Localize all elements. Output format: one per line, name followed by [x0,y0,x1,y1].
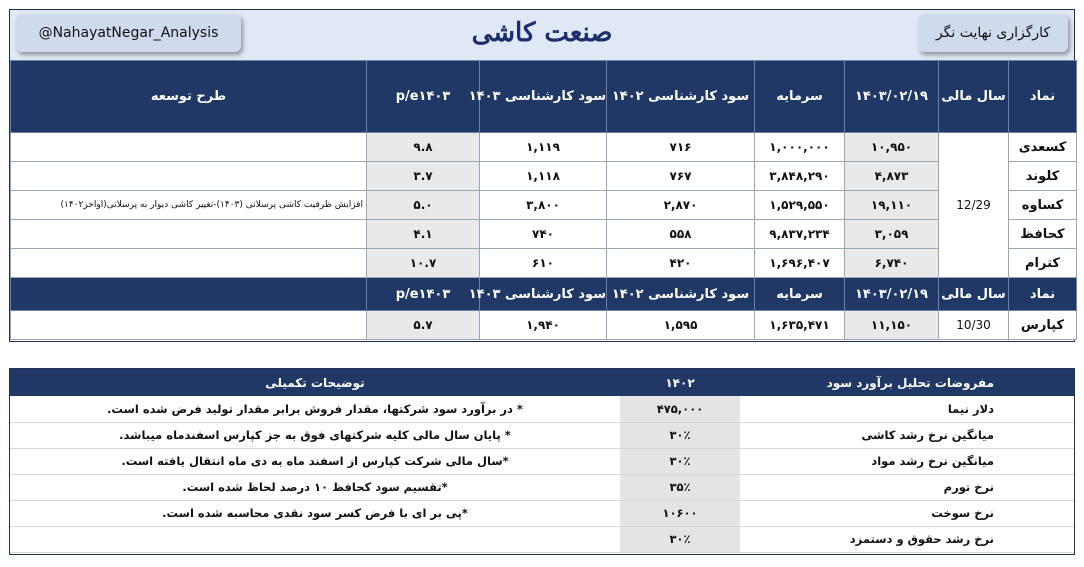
assumption-label: نرخ تورم [740,474,1074,500]
assumption-value: ۳۰٪ [620,526,740,552]
col-plan: طرح توسعه [11,61,367,133]
col-fiscal-year: سال مالی [939,278,1009,311]
companies-table [10,60,1077,340]
symbol-cell: کترام [1009,249,1077,278]
col-price-date: ۱۴۰۳/۰۲/۱۹ [845,61,939,133]
pe-cell: ۳.۷ [367,162,480,191]
table-row [11,249,1077,278]
col-fiscal-year: سال مالی [939,61,1009,133]
price-cell: ۳,۰۵۹ [845,220,939,249]
profit-1402-cell: ۴۲۰ [607,249,755,278]
symbol-cell: کلوند [1009,162,1077,191]
plan-cell [11,249,367,278]
assumption-value: ۴۷۵,۰۰۰ [620,396,740,422]
assumptions-header-row [10,369,1074,396]
col-symbol: نماد [1009,61,1077,133]
assumption-value: ۳۵٪ [620,474,740,500]
col-symbol: نماد [1009,278,1077,311]
col-price-date: ۱۴۰۳/۰۲/۱۹ [845,278,939,311]
pe-cell: ۱۰.۷ [367,249,480,278]
plan-cell: افزایش ظرفیت کاشی پرسلانی (۱۴۰۳)-تغییر کاشی دیوار به پرسلانی(اواخر۱۴۰۲) [11,191,367,220]
col-profit-1403: سود کارشناسی ۱۴۰۳ [480,278,607,311]
col-plan-empty [11,278,367,311]
table-header-row [11,61,1077,133]
profit-1403-cell: ۳,۸۰۰ [480,191,607,220]
profit-1403-cell: ۱,۱۱۹ [480,133,607,162]
assumptions-panel [9,368,1075,555]
profit-1403-cell: ۶۱۰ [480,249,607,278]
assumption-value: ۱۰۶۰۰ [620,500,740,526]
price-cell: ۶,۷۴۰ [845,249,939,278]
handle-badge: @NahayatNegar_Analysis [16,14,241,52]
plan-cell [11,133,367,162]
capital-cell: ۹,۸۳۷,۲۳۴ [755,220,845,249]
assumption-row [10,396,1074,422]
assumption-label: میانگین نرخ رشد کاشی [740,422,1074,448]
symbol-cell: کپارس [1009,311,1077,340]
plan-cell [11,162,367,191]
capital-cell: ۱,۵۲۹,۵۵۰ [755,191,845,220]
col-profit-1403: سود کارشناسی ۱۴۰۳ [480,61,607,133]
profit-1402-cell: ۷۶۷ [607,162,755,191]
assumption-value: ۳۰٪ [620,422,740,448]
profit-1402-cell: ۷۱۶ [607,133,755,162]
profit-1403-cell: ۱,۱۱۸ [480,162,607,191]
broker-badge: کارگزاری نهایت نگر [918,14,1068,52]
table-row [11,311,1077,340]
assumption-note [10,526,620,552]
price-cell: ۱۰,۹۵۰ [845,133,939,162]
assumption-label: دلار نیما [740,396,1074,422]
col-year: ۱۴۰۲ [620,369,740,396]
pe-cell: ۵.۰ [367,191,480,220]
assumption-row [10,448,1074,474]
assumption-row [10,526,1074,552]
assumption-note: * در برآورد سود شرکتها، مقدار فروش برابر مقدار تولید فرض شده است. [10,396,620,422]
page-title: صنعت کاشی [471,18,613,48]
assumption-note: *سال مالی شرکت کپارس از اسفند ماه به دی ماه انتقال یافته است. [10,448,620,474]
plan-cell [11,220,367,249]
price-cell: ۱۱,۱۵۰ [845,311,939,340]
table-row [11,162,1077,191]
capital-cell: ۱,۶۹۶,۴۰۷ [755,249,845,278]
assumption-value: ۳۰٪ [620,448,740,474]
capital-cell: ۱,۰۰۰,۰۰۰ [755,133,845,162]
col-pe: p/e۱۴۰۳ [367,61,480,133]
profit-1403-cell: ۷۴۰ [480,220,607,249]
col-assumption: مفروضات تحلیل برآورد سود [740,369,1074,396]
pe-cell: ۵.۷ [367,311,480,340]
assumption-label: نرخ رشد حقوق و دستمزد [740,526,1074,552]
assumption-row [10,500,1074,526]
price-cell: ۴,۸۷۳ [845,162,939,191]
profit-1403-cell: ۱,۹۴۰ [480,311,607,340]
industry-panel [9,9,1075,342]
table-row [11,220,1077,249]
col-pe: p/e۱۴۰۳ [367,278,480,311]
assumption-note: *تقسیم سود کحافظ ۱۰ درصد لحاظ شده است. [10,474,620,500]
fiscal-year-cell: 10/30 [939,311,1009,340]
capital-cell: ۳,۸۴۸,۲۹۰ [755,162,845,191]
assumption-note: *پی بر ای با فرض کسر سود نقدی محاسبه شده است. [10,500,620,526]
assumption-row [10,422,1074,448]
title-bar [10,10,1074,60]
col-profit-1402: سود کارشناسی ۱۴۰۲ [607,61,755,133]
profit-1402-cell: ۱,۵۹۵ [607,311,755,340]
symbol-cell: کساوه [1009,191,1077,220]
table-row [11,191,1077,220]
second-header-row [11,278,1077,311]
assumption-label: نرخ سوخت [740,500,1074,526]
profit-1402-cell: ۵۵۸ [607,220,755,249]
plan-cell [11,311,367,340]
price-cell: ۱۹,۱۱۰ [845,191,939,220]
pe-cell: ۹.۸ [367,133,480,162]
col-capital: سرمایه [755,61,845,133]
assumption-label: میانگین نرخ رشد مواد [740,448,1074,474]
assumptions-table [10,369,1074,553]
col-capital: سرمایه [755,278,845,311]
table-row [11,133,1077,162]
symbol-cell: کحافظ [1009,220,1077,249]
fiscal-year-cell: 12/29 [939,133,1009,278]
assumption-note: * پایان سال مالی کلیه شرکتهای فوق به جز کپارس اسفندماه میباشد. [10,422,620,448]
profit-1402-cell: ۲,۸۷۰ [607,191,755,220]
pe-cell: ۴.۱ [367,220,480,249]
capital-cell: ۱,۶۳۵,۴۷۱ [755,311,845,340]
col-profit-1402: سود کارشناسی ۱۴۰۲ [607,278,755,311]
assumption-row [10,474,1074,500]
symbol-cell: کسعدی [1009,133,1077,162]
col-notes: توضیحات تکمیلی [10,369,620,396]
